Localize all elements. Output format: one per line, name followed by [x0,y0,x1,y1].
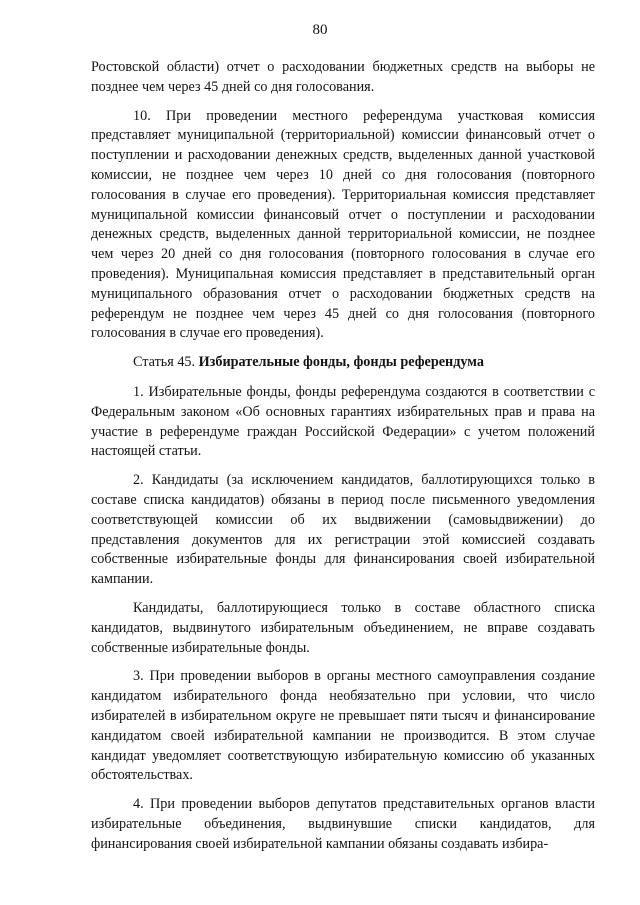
article-title: Избирательные фонды, фонды референдума [198,354,484,371]
article-paragraph-2-note: Кандидаты, баллотирующиеся только в составе областного списка кандидатов, выдвинутого избирательным объединением, не вправе создавать собственные избирательные фонды. [91,599,595,656]
article-paragraph-1: 1. Избирательные фонды, фонды референдума создаются в соответствии с Федеральным законом «Об основных гарантиях избирательных прав и права на участие в референдуме граждан Российской Федерации» с учетом положений настоящей статьи. [91,383,595,460]
document-body [91,58,595,854]
article-paragraph-4: 4. При проведении выборов депутатов представительных органов власти избирательные объединения, выдвинувшие списки кандидатов, для финансирования своей избирательной кампании обязаны создавать избира- [91,796,595,852]
article-paragraph-3: 3. При проведении выборов в органы местного самоуправления создание кандидатом избирательного фонда необязательно при условии, что число избирателей в избирательном округе не превышает пяти тысяч и финансирование кандидатом своей избирательной кампании не производится. В этом случае кандидат уведомляет соответствующую избирательную комиссию об указанных обстоятельствах. [91,668,595,784]
article-heading [91,353,595,373]
paragraph-continuation: Ростовской области) отчет о расходовании бюджетных средств на выборы не позднее чем через 45 дней со дня голосования. [91,59,595,95]
article-number: Статья 45. [133,354,199,371]
page-number: 80 [312,22,328,38]
article-paragraph-2: 2. Кандидаты (за исключением кандидатов, баллотирующихся только в составе списка кандидатов) обязаны в период после письменного уведомления соответствующей комиссии об их выдвижении (самовыдвижении) до представления документов для их регистрации этой комиссией создавать собственные избирательные фонды для финансирования своей избирательной кампании. [91,472,595,588]
paragraph-item-10: 10. При проведении местного референдума участковая комиссия представляет муниципальной (территориальной) комиссии финансовый отчет о поступлении и расходовании денежных средств, выделенных данной участковой комиссии, не позднее чем через 10 дней со дня голосования (повторного голосования в случае его проведения). Территориальная комиссия представляет муниципальной комиссии финансовый отчет о поступлении и расходовании денежных средств, выделенных данной территориальной комиссии, не позднее чем через 20 дней со дня голосования (повторного голосования в случае его проведения). Муниципальная комиссия представляет в представительный орган муниципального образования отчет о расходовании бюджетных средств на референдум не позднее чем через 45 дней со дня голосования (повторного голосования в случае его проведения). [91,107,595,342]
